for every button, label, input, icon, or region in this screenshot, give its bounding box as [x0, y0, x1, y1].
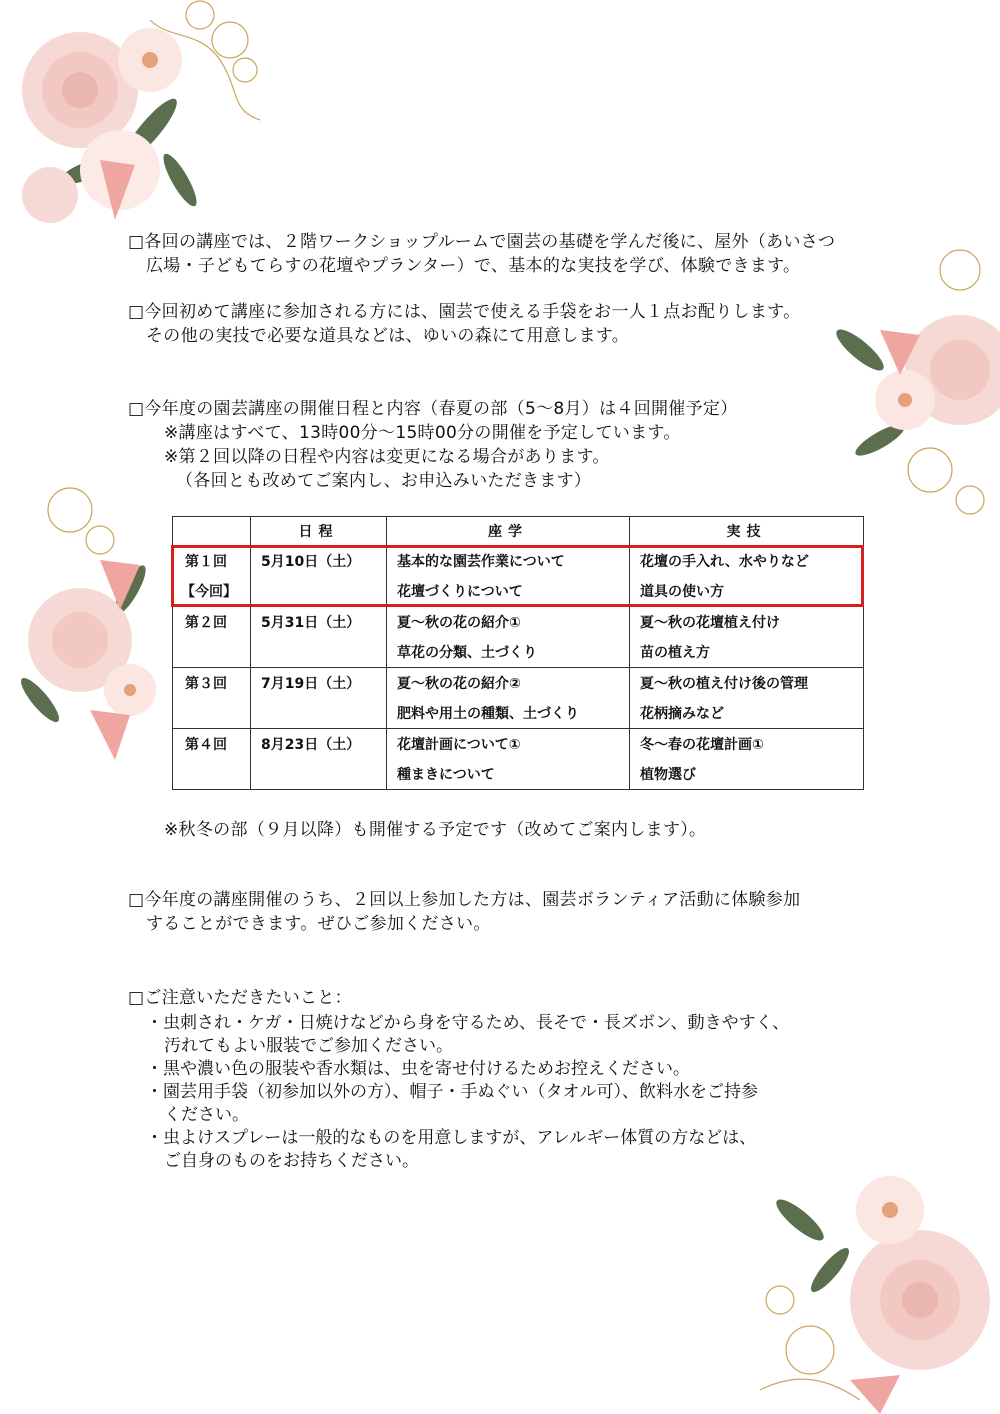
lecture-topic: 花壇づくりについて [387, 576, 630, 607]
table-header-row [173, 517, 864, 546]
caution-line: ください。 [164, 1105, 249, 1125]
caution-line: ご自身のものをお持ちください。 [164, 1151, 419, 1171]
session-date: 7月19日（土） [251, 668, 387, 699]
autumn-note [164, 818, 706, 842]
lecture-topic: 草花の分類、土づくり [387, 637, 630, 668]
caution-line: 汚れてもよい服装でご参加ください。 [164, 1036, 453, 1056]
table-row [173, 729, 864, 760]
autumn-note-text: ※秋冬の部（９月以降）も開催する予定です（改めてご案内します）。 [164, 820, 707, 840]
volunteer-line: □今年度の講座開催のうち、２回以上参加した方は、園芸ボランティア活動に体験参加 [128, 890, 801, 910]
table-cell [251, 698, 387, 729]
table-row [173, 759, 864, 790]
schedule-note: ※第２回以降の日程や内容は変更になる場合があります。 [164, 447, 610, 467]
lecture-topic: 夏～秋の花の紹介② [387, 668, 630, 699]
schedule-intro [128, 397, 738, 493]
table-cell [173, 759, 251, 790]
table-row [173, 546, 864, 577]
lecture-topic: 肥料や用土の種類、土づくり [387, 698, 630, 729]
table-cell [251, 759, 387, 790]
lecture-topic: 基本的な園芸作業について [387, 546, 630, 577]
schedule-note: ※講座はすべて、13時00分～15時00分の開催を予定しています。 [164, 423, 681, 443]
lecture-topic: 花壇計画について① [387, 729, 630, 760]
lecture-topic: 種まきについて [387, 759, 630, 790]
table-header [173, 517, 251, 546]
practice-topic: 夏～秋の植え付け後の管理 [630, 668, 864, 699]
caution-line: ・黒や濃い色の服装や香水類は、虫を寄せ付けるためお控えください。 [146, 1059, 690, 1079]
intro-line: □今回初めて講座に参加される方には、園芸で使える手袋をお一人１点お配りします。 [128, 302, 801, 322]
table-cell [173, 698, 251, 729]
practice-topic: 夏～秋の花壇植え付け [630, 607, 864, 638]
cautions-section [128, 986, 352, 1010]
volunteer-paragraph [128, 888, 800, 936]
table-row [173, 576, 864, 607]
table-row [173, 698, 864, 729]
floral-decoration-left [20, 480, 180, 770]
table-row [173, 668, 864, 699]
intro-line: その他の実技で必要な道具などは、ゆいの森にて用意します。 [146, 326, 630, 346]
practice-topic: 植物選び [630, 759, 864, 790]
table-cell [173, 637, 251, 668]
session-date: 5月10日（土） [251, 546, 387, 577]
table-header: 座学 [387, 517, 630, 546]
caution-line: ・園芸用手袋（初参加以外の方）、帽子・手ぬぐい（タオル可）、飲料水をご持参 [146, 1082, 758, 1102]
table-cell [251, 576, 387, 607]
intro-line: □各回の講座では、２階ワークショップルームで園芸の基礎を学んだ後に、屋外（あいさつ [128, 232, 836, 252]
schedule-table [172, 516, 864, 790]
volunteer-line: することができます。ぜひご参加ください。 [146, 914, 491, 934]
lecture-topic: 夏～秋の花の紹介① [387, 607, 630, 638]
table-cell [251, 637, 387, 668]
table-row [173, 637, 864, 668]
caution-line: ・虫刺され・ケガ・日焼けなどから身を守るため、長そで・長ズボン、動きやすく、 [146, 1013, 790, 1033]
floral-decoration-top-left [0, 0, 280, 240]
session-number: 第２回 [173, 607, 251, 638]
practice-topic: 花壇の手入れ、水やりなど [630, 546, 864, 577]
session-date: 8月23日（土） [251, 729, 387, 760]
session-number: 第４回 [173, 729, 251, 760]
floral-decoration-bottom-right [740, 1150, 1000, 1414]
session-number: 第１回 [173, 546, 251, 577]
practice-topic: 花柄摘みなど [630, 698, 864, 729]
intro-line: 広場・子どもてらすの花壇やプランター）で、基本的な実技を学び、体験できます。 [146, 256, 801, 276]
caution-item [146, 1012, 789, 1173]
table-row [173, 607, 864, 638]
cautions-heading: □ご注意いただきたいこと： [128, 988, 352, 1008]
schedule-note: （各回とも改めてご案内し、お申込みいただきます） [176, 471, 592, 491]
intro-paragraph-2 [128, 300, 800, 348]
practice-topic: 苗の植え方 [630, 637, 864, 668]
current-session-label: 【今回】 [173, 576, 251, 607]
table-header: 実技 [630, 517, 864, 546]
session-date: 5月31日（土） [251, 607, 387, 638]
schedule-heading: □今年度の園芸講座の開催日程と内容（春夏の部（5～8月）は４回開催予定） [128, 399, 738, 419]
session-number: 第３回 [173, 668, 251, 699]
floral-decoration-right [820, 230, 1000, 530]
intro-paragraph-1 [128, 230, 835, 278]
caution-line: ・虫よけスプレーは一般的なものを用意しますが、アレルギー体質の方などは、 [146, 1128, 757, 1148]
table-header: 日程 [251, 517, 387, 546]
practice-topic: 道具の使い方 [630, 576, 864, 607]
practice-topic: 冬～春の花壇計画① [630, 729, 864, 760]
